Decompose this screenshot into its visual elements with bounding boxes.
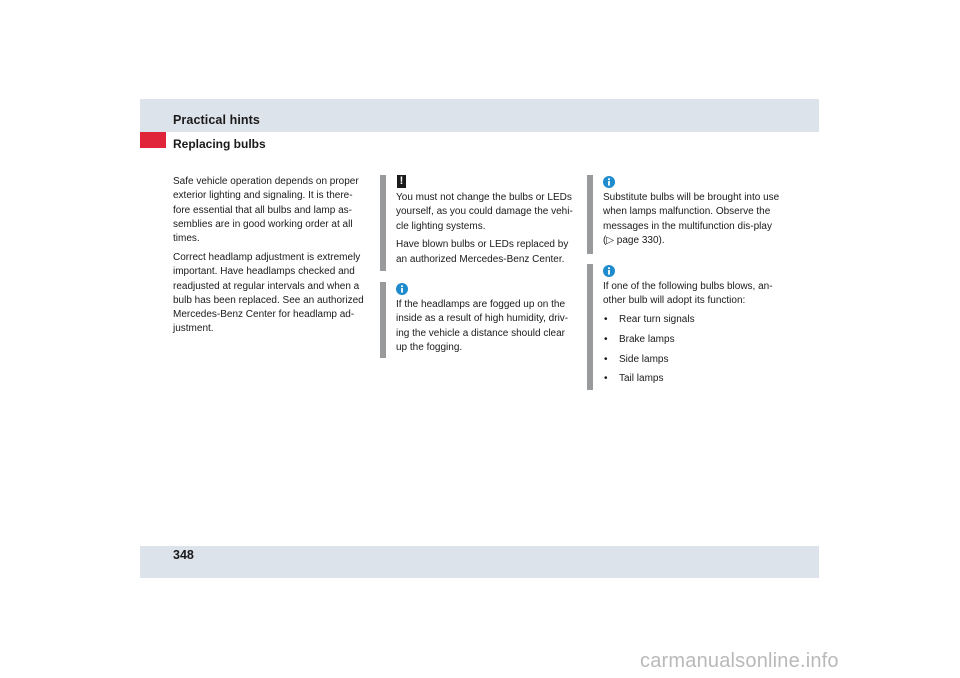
- bullet-icon: •: [604, 373, 608, 385]
- warning-paragraph: Have blown bulbs or LEDs replaced by an authorized Mercedes-Benz Center.: [396, 239, 569, 265]
- info-icon: [396, 283, 408, 295]
- bullet-icon: •: [604, 314, 608, 326]
- subsection-title: Replacing bulbs: [173, 137, 266, 151]
- warning-paragraph: You must not change the bulbs or LEDs yourself, as you could damage the vehi-cle lighting systems.: [396, 192, 573, 232]
- info-icon: [603, 265, 615, 277]
- bullet-icon: •: [604, 333, 608, 345]
- body-paragraph: Safe vehicle operation depends on proper exterior lighting and signaling. It is there-fore essential that all bulbs and lamp as-semblies are in good working order at all times.: [173, 176, 359, 245]
- watermark: carmanualsonline.info: [640, 650, 839, 672]
- section-marker: [140, 132, 166, 148]
- list-item-label: Brake lamps: [619, 333, 675, 345]
- bulb-list: [603, 313, 783, 387]
- section-title: Practical hints: [173, 113, 260, 127]
- info-paragraph: If the headlamps are fogged up on the inside as a result of high humidity, driv-ing the vehicle a distance should clear up the fogging.: [396, 299, 569, 353]
- info-note-fog: [380, 282, 576, 358]
- list-item: [603, 313, 783, 327]
- page-number: 348: [173, 548, 194, 562]
- left-column: [173, 175, 367, 341]
- info-icon: [603, 176, 615, 188]
- info-paragraph: If one of the following bulbs blows, an-other bulb will adopt its function:: [603, 281, 773, 307]
- note-bar: [380, 175, 386, 271]
- note-bar: [587, 264, 593, 390]
- info-note-bulbs: [587, 264, 783, 390]
- footer-band: [140, 546, 819, 578]
- note-bar: [380, 282, 386, 358]
- list-item-label: Side lamps: [619, 353, 669, 365]
- list-item: [603, 372, 783, 386]
- info-note-substitute: [587, 175, 783, 254]
- warning-note: [380, 175, 576, 271]
- info-paragraph: Substitute bulbs will be brought into use when lamps malfunction. Observe the messages in the multifunction dis-play (▷ page 330).: [603, 192, 780, 246]
- list-item-label: Tail lamps: [619, 373, 664, 385]
- body-paragraph: Correct headlamp adjustment is extremely important. Have headlamps checked and readjusted at regular intervals and when a bulb has been replaced. See an authorized Mercedes-Benz Center for headlamp ad-justment.: [173, 251, 364, 335]
- bullet-icon: •: [604, 353, 608, 365]
- list-item-label: Rear turn signals: [619, 314, 695, 326]
- list-item: [603, 353, 783, 367]
- list-item: [603, 333, 783, 347]
- note-bar: [587, 175, 593, 254]
- warning-icon: !: [397, 175, 406, 188]
